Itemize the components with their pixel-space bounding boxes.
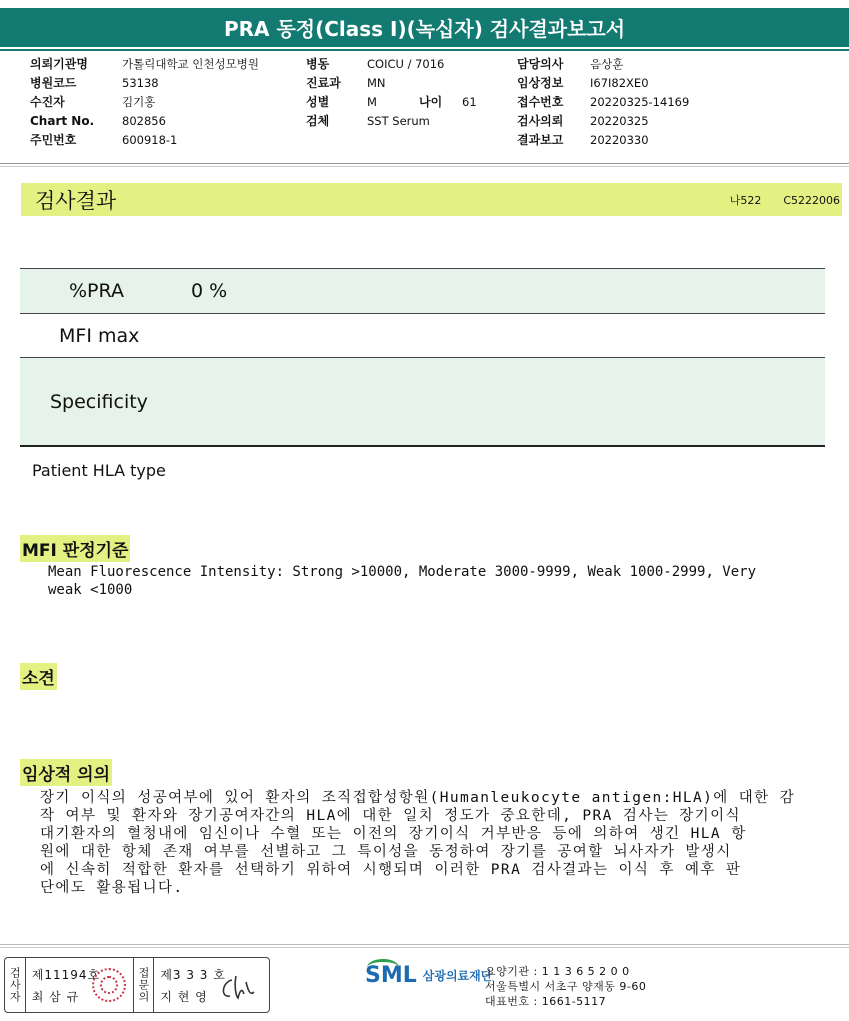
value-patient: 김기홍 [122,95,156,109]
clinical-line: 원에 대한 항체 존재 여부를 선별하고 그 특이성을 동정하여 장기를 공여할 뇌사자가 발생시 [40,844,732,860]
header-divider [0,163,849,164]
label-hospital-code: 병원코드 [30,76,77,90]
clinical-line: 대기환자의 혈청내에 임신이나 수혈 또는 이전의 장기이식 거부반응 등에 의하여 생긴 HLA 항 [40,826,747,842]
label-age: 나이 [419,95,443,109]
red-seal-icon [92,968,126,1002]
value-chart-no: 802856 [122,114,166,128]
value-ward: COICU / 7016 [367,57,445,71]
approver-license: 제3 3 3 호 [160,968,226,982]
inspector-cell [26,958,134,1012]
pra-value: 0 % [191,280,228,302]
approver-cell [154,958,269,1012]
mfi-criteria-title: MFI 판정기준 [20,535,130,562]
sml-logo-mark [365,963,417,988]
results-table [20,268,825,447]
value-sex: M [367,95,377,109]
mfi-criteria-line-2: weak <1000 [48,582,133,598]
specificity-label: Specificity [50,390,148,413]
approver-vertical-label [134,958,155,1012]
value-institution: 가톨릭대학교 인천성모병원 [122,57,259,71]
value-clinical-info: I67I82XE0 [590,76,649,90]
header-divider-2 [0,166,849,167]
org-street: 서울특별시 서초구 양재동 9-60 [485,980,647,993]
value-department: MN [367,76,386,90]
inspector-name: 최 삼 규 [31,990,80,1004]
sml-logo-text: SML [365,963,417,988]
signature-box [4,957,270,1013]
mfi-max-label: MFI max [59,324,140,347]
sml-logo [365,963,492,988]
value-hospital-code: 53138 [122,76,159,90]
info-col-2 [306,55,477,131]
label-clinical-info: 임상정보 [517,76,564,90]
label-institution: 의뢰기관명 [30,57,88,71]
value-report-date: 20220330 [590,133,649,147]
result-codes [708,192,840,208]
clinical-line: 에 신속히 적합한 환자를 선택하기 위하여 시행되며 이러한 PRA 검사결과는 이식 후 예후 판 [40,862,742,878]
org-address [485,964,646,1009]
label-department: 진료과 [306,76,341,90]
value-specimen: SST Serum [367,114,430,128]
label-receipt-no: 접수번호 [517,95,564,109]
org-name: 삼광의료재단 [422,969,493,983]
report-title: PRA 동정(Class I)(녹십자) 검사결과보고서 [0,8,849,47]
label-chart-no: Chart No. [30,114,95,128]
label-report-date: 결과보고 [517,133,564,147]
footer-divider [0,944,849,945]
label-ward: 병동 [306,57,330,71]
value-request-date: 20220325 [590,114,649,128]
signature-icon [216,972,256,1004]
info-col-1 [30,55,259,150]
footer-divider-2 [0,947,849,948]
org-phone: 대표번호 : 1661-5117 [485,995,607,1008]
label-patient: 수진자 [30,95,65,109]
label-doctor: 담당의사 [517,57,564,71]
pra-row [20,268,825,313]
value-doctor: 음상훈 [590,57,624,71]
clinical-title: 임상적 의의 [20,759,112,786]
value-age: 61 [462,95,477,109]
approver-vertical-text: 접문의 [136,967,150,1003]
results-title: 검사결과 [35,188,117,213]
label-specimen: 검체 [306,114,330,128]
clinical-line: 장기 이식의 성공여부에 있어 환자의 조직접합성항원(Humanleukocyte antigen:HLA)에 대한 감 [40,790,796,806]
pra-label: %PRA [69,280,124,302]
value-resident-no: 600918-1 [122,133,178,147]
mfi-max-row [20,313,825,357]
label-resident-no: 주민번호 [30,133,77,147]
title-divider [0,49,849,51]
clinical-line: 단에도 활용됩니다. [40,880,184,896]
org-facility-no: 요양기관 : 1 1 3 6 5 2 0 0 [485,965,630,978]
mfi-criteria-line-1: Mean Fluorescence Intensity: Strong >10000, Moderate 3000-9999, Weak 1000-2999, Very [48,564,757,580]
results-table-bottom [20,445,825,447]
info-col-3 [517,55,689,150]
clinical-line: 작 여부 및 환자와 장기공여자간의 HLA에 대한 일치 정도가 중요한데, PRA 검사는 장기이식 [40,808,741,824]
hla-type-label: Patient HLA type [32,461,166,480]
label-sex: 성별 [306,95,330,109]
inspector-license: 제11194호 [31,968,101,982]
value-receipt-no: 20220325-14169 [590,95,690,109]
result-code-2: C5222006 [783,193,840,207]
results-header [21,183,842,216]
clinical-text [40,789,830,897]
inspector-vertical-label [5,958,26,1012]
inspector-vertical-text: 검사자 [8,967,22,1003]
label-request-date: 검사의뢰 [517,114,564,128]
logo-arc-icon [367,959,399,976]
result-code-1: 나522 [729,193,762,207]
approver-name: 지 현 영 [160,990,208,1004]
opinion-title: 소견 [20,663,57,690]
specificity-row [20,357,825,445]
